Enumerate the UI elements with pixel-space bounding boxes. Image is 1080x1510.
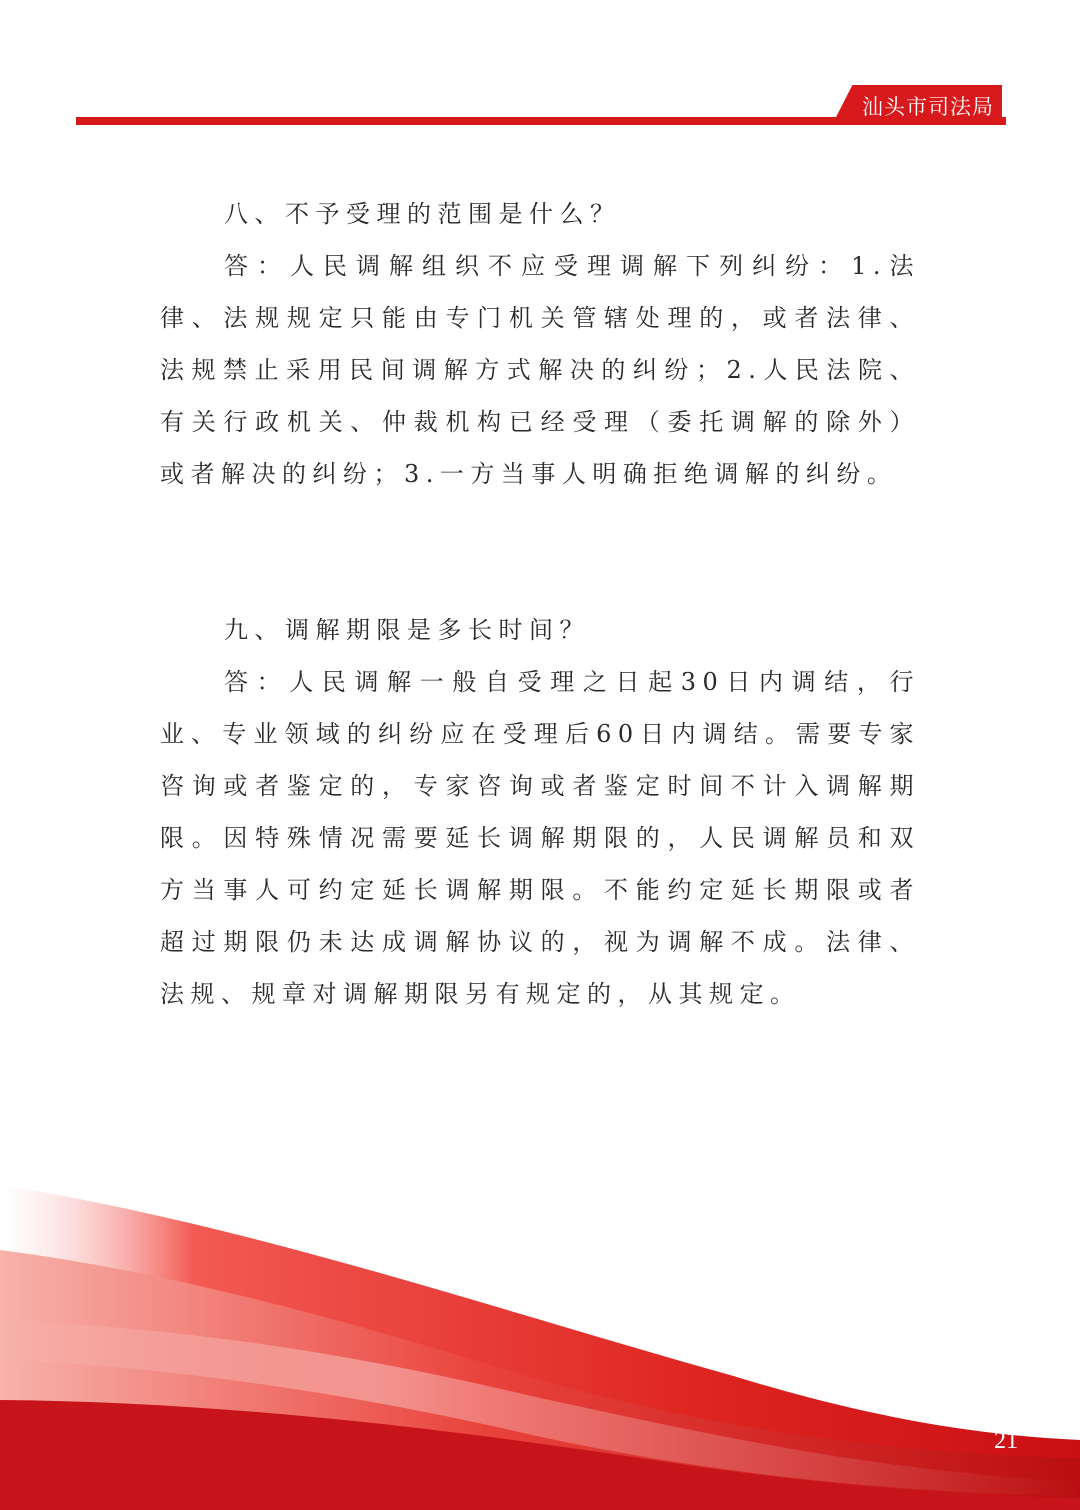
section-8: [160, 188, 920, 500]
decorative-red-wave: [0, 1170, 1080, 1510]
section-9-answer: 答：人民调解一般自受理之日起30日内调结，行业、专业领域的纠纷应在受理后60日内调结。需要专家咨询或者鉴定的，专家咨询或者鉴定时间不计入调解期限。因特殊情况需要延长调解期限的，人民调解员和双方当事人可约定延长调解期限。不能约定延长期限或者超过期限仍未达成调解协议的，视为调解不成。法律、法规、规章对调解期限另有规定的，从其规定。: [160, 668, 920, 1008]
section-8-answer: 答：人民调解组织不应受理调解下列纠纷：1.法律、法规规定只能由专门机关管辖处理的，或者法律、法规禁止采用民间调解方式解决的纠纷；2.人民法院、有关行政机关、仲裁机构已经受理（委托调解的除外）或者解决的纠纷；3.一方当事人明确拒绝调解的纠纷。: [160, 252, 920, 488]
header-organization-title: 汕头市司法局: [862, 95, 994, 119]
section-9: [160, 604, 920, 1020]
section-9-question: 九、调解期限是多长时间？: [224, 616, 590, 644]
page-number: 21: [994, 1428, 1018, 1454]
section-8-question: 八、不予受理的范围是什么？: [224, 200, 621, 228]
